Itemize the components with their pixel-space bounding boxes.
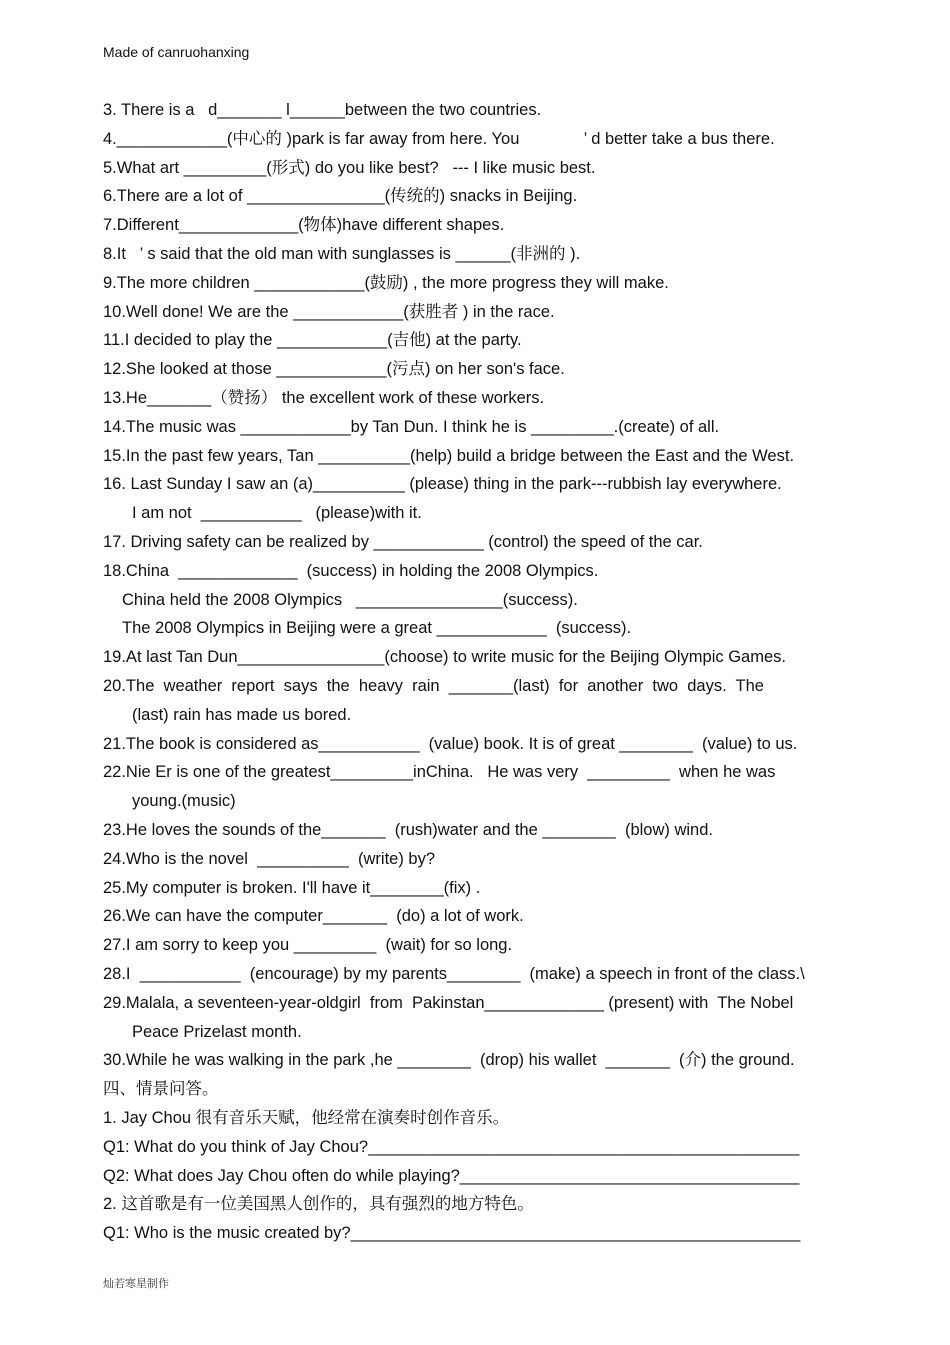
exercise-line: Peace Prizelast month. [132,1022,302,1041]
page-footer: 灿若寒星制作 [103,1277,169,1290]
exercise-line: 四、情景问答。 [103,1080,219,1099]
exercise-line: 17. Driving safety can be realized by ____________ (control) the speed of the car. [103,533,703,551]
page-header: Made of canruohanxing [103,44,250,60]
exercise-line: I am not ___________ (please)with it. [132,504,422,523]
exercise-line: 13.He_______（赞扬） the excellent work of these workers. [103,389,545,407]
exercise-line: 7.Different_____________(物体)have different shapes. [103,216,505,235]
exercise-line: Q1: What do you think of Jay Chou?_______________________________________________ [103,1137,800,1156]
exercise-line: 11.I decided to play the ____________(吉他) at the party. [103,331,522,350]
exercise-line: 16. Last Sunday I saw an (a)__________ (please) thing in the park---rubbish lay everywhere. [103,475,782,494]
exercise-line: 19.At last Tan Dun________________(choose) to write music for the Beijing Olympic Games. [103,648,786,667]
exercise-line: 1. Jay Chou 很有音乐天赋，他经常在演奏时创作音乐。 [103,1109,510,1127]
exercise-line: 26.We can have the computer_______ (do) a lot of work. [103,907,524,926]
exercise-line: (last) rain has made us bored. [132,705,352,724]
exercise-line: 9.The more children ____________(鼓励) , the more progress they will make. [103,273,669,292]
exercise-line: young.(music) [132,792,236,811]
exercise-line: 28.I ___________ (encourage) by my parents________ (make) a speech in front of the class.\ [103,965,805,983]
exercise-line: 30.While he was walking in the park ,he ________ (drop) his wallet _______ (介) the ground. [103,1051,795,1070]
exercise-line: 21.The book is considered as___________ (value) book. It is of great ________ (value) to us. [103,734,798,753]
exercise-line: China held the 2008 Olympics ________________(success). [122,590,578,609]
exercise-line: Q1: Who is the music created by?_________________________________________________ [103,1224,801,1243]
exercise-line: 14.The music was ____________by Tan Dun. I think he is _________.(create) of all. [103,417,720,436]
exercise-line: 22.Nie Er is one of the greatest_________inChina. He was very _________ when he was [103,763,776,782]
exercise-line: 12.She looked at those ____________(污点) on her son's face. [103,360,565,379]
exercise-line: 25.My computer is broken. I'll have it________(fix) . [103,878,481,897]
exercise-line: 27.I am sorry to keep you _________ (wait) for so long. [103,936,513,955]
exercise-line: 2. 这首歌是有一位美国黑人创作的，具有强烈的地方特色。 [103,1195,534,1214]
exercise-line: 15.In the past few years, Tan __________(help) build a bridge between the East and the West. [103,446,795,465]
exercise-line: 10.Well done! We are the ____________(获胜者 ) in the race. [103,302,555,321]
exercise-line: 8.It ’ s said that the old man with sunglasses is ______(非洲的 ). [103,245,581,263]
exercise-line: 6.There are a lot of _______________(传统的) snacks in Beijing. [103,187,578,206]
exercise-line: Q2: What does Jay Chou often do while playing?_____________________________________ [103,1166,800,1185]
exercise-line: The 2008 Olympics in Beijing were a great ____________ (success). [122,619,632,638]
exercise-line: 20.The weather report says the heavy rain _______(last) for another two days. The [103,677,764,695]
exercise-line: 24.Who is the novel __________ (write) by? [103,849,436,868]
exercise-line: 29.Malala, a seventeen-year-oldgirl from Pakinstan_____________ (present) with The Nobel [103,993,794,1012]
exercise-line: 18.China _____________ (success) in holding the 2008 Olympics. [103,561,599,580]
exercise-line: 3. There is a d_______ l______between the two countries. [103,101,542,119]
exercise-line: 23.He loves the sounds of the_______ (rush)water and the ________ (blow) wind. [103,821,713,839]
exercise-line: 4.____________(中心的 )park is far away from here. You ’ d better take a bus there. [103,129,775,148]
exercise-line: 5.What art _________(形式) do you like best? --- I like music best. [103,158,596,177]
